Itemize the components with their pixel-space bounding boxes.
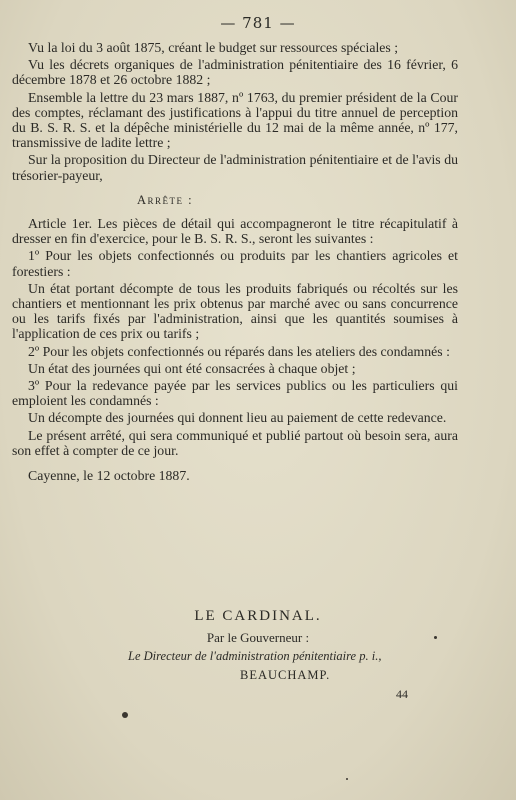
ink-spot (434, 636, 437, 639)
page-number: — 781 — (220, 14, 296, 32)
signature-by-line: Par le Gouverneur : (206, 630, 310, 645)
sheet-number: 44 (396, 687, 408, 701)
date-line: Cayenne, le 12 octobre 1887. (28, 468, 190, 484)
item-1-body: Un état portant décompte de tous les produits fabriqués ou récoltés sur les chantiers et mentionnant les prix obtenus par marché avec ou sans concurrence ou les tarifs fixés par l'administration, ainsi que les quantités soumises à l'application de ces prix ou tarifs ; (12, 280, 458, 342)
considerant-court-letter: Ensemble la lettre du 23 mars 1887, nº 1763, du premier président de la Cour des comptes, réclamant des justifications à l'appui du titre annuel de perception du B. S. R. S. et la dépêche ministérielle du 12 mai de la même année, nº 177, transmissive de ladite lettre ; (12, 89, 458, 151)
decree-body (12, 40, 458, 483)
item-1-heading: 1º Pour les objets confectionnés ou produits par les chantiers agricoles et forestiers : (12, 248, 458, 279)
closing-article: Le présent arrêté, qui sera communiqué et publié partout où besoin sera, aura son effet à compter de ce jour. (12, 427, 458, 458)
considerant-organic-decrees: Vu les décrets organiques de l'administration pénitentiaire des 16 février, 6 décembre 1878 et 26 octobre 1882 ; (12, 57, 458, 88)
item-2-body: Un état des journées qui ont été consacrées à chaque objet ; (28, 360, 356, 376)
item-3-heading: 3º Pour la redevance payée par les services publics ou les particuliers qui emploient les condamnés : (12, 378, 458, 409)
ink-spot (122, 712, 128, 718)
article-1: Article 1er. Les pièces de détail qui accompagneront le titre récapitulatif à dresser en fin d'exercice, pour le B. S. R. S., seront les suivantes : (12, 216, 458, 247)
decree-heading: Arrête : (136, 192, 194, 207)
considerant-proposal: Sur la proposition du Directeur de l'administration pénitentiaire et de l'avis du trésorier-payeur, (12, 152, 458, 183)
signature-director-title: Le Directeur de l'administration pénitentiaire p. i., (128, 649, 382, 663)
ink-spot (346, 778, 348, 780)
considerant-budget-law: Vu la loi du 3 août 1875, créant le budget sur ressources spéciales ; (28, 40, 399, 55)
item-2-heading: 2º Pour les objets confectionnés ou réparés dans les ateliers des condamnés : (28, 343, 450, 359)
item-3-body: Un décompte des journées qui donnent lieu au paiement de cette redevance. (28, 410, 447, 426)
signature-signer: BEAUCHAMP. (240, 668, 331, 682)
signature-name: LE CARDINAL. (194, 608, 322, 624)
